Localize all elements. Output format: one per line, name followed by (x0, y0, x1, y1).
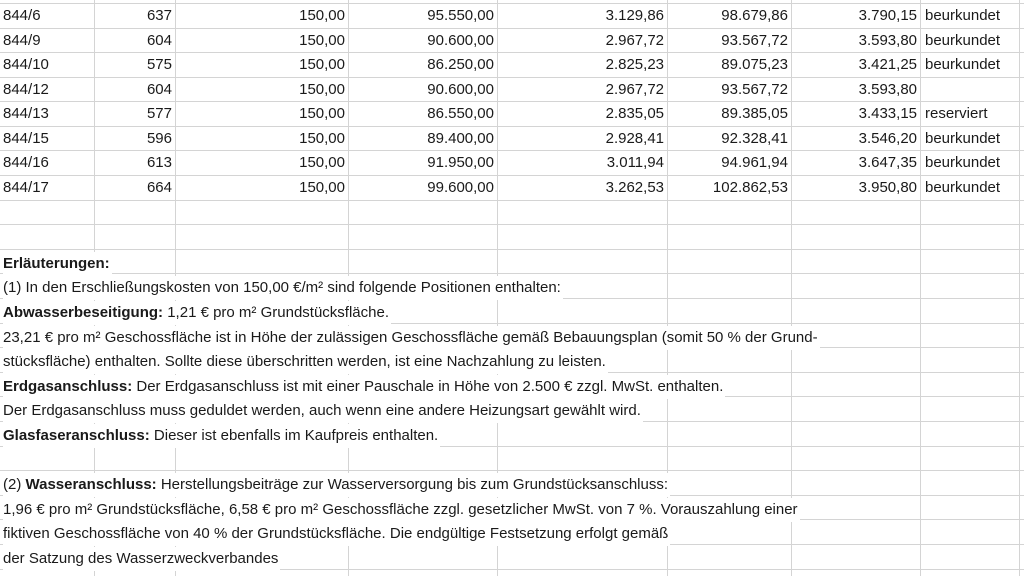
extra-cost-cell[interactable]: 3.262,53 (605, 179, 664, 196)
grid-line (791, 0, 792, 576)
rate-cell[interactable]: 150,00 (299, 179, 345, 196)
glas-label: Glasfaseranschluss: (3, 427, 150, 444)
rate-cell[interactable]: 150,00 (299, 7, 345, 24)
status-cell[interactable]: beurkundet (925, 7, 1001, 24)
glas-text: Dieser ist ebenfalls im Kaufpreis enthalten. (149, 427, 439, 444)
notes-line-erdgas[interactable] (3, 375, 725, 399)
extra-cost-cell[interactable]: 3.011,94 (606, 154, 664, 171)
abwasser-text: 1,21 € pro m² Grundstücksfläche. (163, 304, 389, 321)
status-cell[interactable]: beurkundet (925, 130, 1001, 147)
notes-heading[interactable] (3, 252, 112, 276)
base-cost-cell[interactable]: 89.400,00 (427, 130, 494, 147)
tax-cell[interactable]: 3.647,35 (858, 154, 917, 171)
status-cell[interactable]: reserviert (925, 105, 988, 122)
wasser-label: Wasseranschluss: (25, 476, 157, 493)
area-cell[interactable]: 604 (146, 81, 172, 98)
status-cell[interactable] (925, 78, 1021, 102)
tax-cell[interactable]: 3.421,25 (858, 56, 917, 73)
rate-cell[interactable]: 150,00 (299, 81, 345, 98)
grid-line (920, 0, 921, 576)
rate-cell[interactable]: 150,00 (299, 105, 345, 122)
total-cell[interactable]: 102.862,53 (712, 179, 788, 196)
base-cost-cell[interactable]: 86.550,00 (427, 105, 494, 122)
rate-cell[interactable]: 150,00 (299, 154, 345, 171)
total-cell[interactable]: 89.385,05 (721, 105, 788, 122)
extra-cost-cell[interactable]: 2.835,05 (605, 105, 664, 122)
extra-cost-cell[interactable]: 2.967,72 (605, 81, 664, 98)
grid-line (0, 470, 1024, 471)
grid-line (0, 224, 1024, 225)
area-cell[interactable]: 604 (146, 32, 172, 49)
tax-cell[interactable]: 3.593,80 (858, 32, 917, 49)
tax-cell[interactable]: 3.546,20 (858, 130, 917, 147)
base-cost-cell[interactable]: 91.950,00 (427, 154, 494, 171)
wasser-prefix: (2) (3, 476, 26, 493)
total-cell[interactable]: 93.567,72 (721, 32, 788, 49)
lot-number-cell[interactable]: 844/13 (3, 105, 49, 122)
base-cost-cell[interactable]: 99.600,00 (427, 179, 494, 196)
grid-line (0, 200, 1024, 201)
base-cost-cell[interactable]: 90.600,00 (427, 81, 494, 98)
notes-line-glasfaser[interactable] (3, 424, 440, 448)
erdgas-text: Der Erdgasanschluss ist mit einer Pauschale in Höhe von 2.500 € zzgl. MwSt. enthalten. (132, 378, 724, 395)
notes-line[interactable]: 1,96 € pro m² Grundstücksfläche, 6,58 € pro m² Geschossfläche zzgl. gesetzlicher MwSt. von 7 %. Vorauszahlung einer (3, 498, 800, 522)
area-cell[interactable]: 596 (146, 130, 172, 147)
extra-cost-cell[interactable]: 2.825,23 (605, 56, 664, 73)
erdgas-label: Erdgasanschluss: (3, 378, 133, 395)
rate-cell[interactable]: 150,00 (299, 56, 345, 73)
notes-line-abwasser[interactable] (3, 301, 391, 325)
lot-number-cell[interactable]: 844/16 (3, 154, 49, 171)
area-cell[interactable]: 613 (146, 154, 172, 171)
tax-cell[interactable]: 3.790,15 (858, 7, 917, 24)
status-cell[interactable]: beurkundet (925, 154, 1001, 171)
area-cell[interactable]: 664 (146, 179, 172, 196)
grid-line (0, 249, 1024, 250)
extra-cost-cell[interactable]: 2.967,72 (605, 32, 664, 49)
area-cell[interactable]: 577 (146, 105, 172, 122)
base-cost-cell[interactable]: 95.550,00 (427, 7, 494, 24)
lot-number-cell[interactable]: 844/12 (3, 81, 49, 98)
lot-number-cell[interactable]: 844/9 (3, 32, 41, 49)
rate-cell[interactable]: 150,00 (299, 32, 345, 49)
notes-line[interactable]: stücksfläche) enthalten. Sollte diese überschritten werden, ist eine Nachzahlung zu leisten. (3, 350, 608, 374)
notes-line[interactable]: (1) In den Erschließungskosten von 150,00 €/m² sind folgende Positionen enthalten: (3, 276, 563, 300)
lot-number-cell[interactable]: 844/17 (3, 179, 49, 196)
tax-cell[interactable]: 3.593,80 (858, 81, 917, 98)
total-cell[interactable]: 89.075,23 (721, 56, 788, 73)
lot-number-cell[interactable]: 844/6 (3, 7, 41, 24)
base-cost-cell[interactable]: 86.250,00 (427, 56, 494, 73)
tax-cell[interactable]: 3.433,15 (858, 105, 917, 122)
tax-cell[interactable]: 3.950,80 (858, 179, 917, 196)
status-cell[interactable]: beurkundet (925, 179, 1001, 196)
grid-line (0, 273, 1024, 274)
notes-heading-text: Erläuterungen: (3, 255, 110, 272)
base-cost-cell[interactable]: 90.600,00 (427, 32, 494, 49)
lot-number-cell[interactable]: 844/15 (3, 130, 49, 147)
total-cell[interactable]: 92.328,41 (721, 130, 788, 147)
total-cell[interactable]: 93.567,72 (721, 81, 788, 98)
notes-line[interactable]: der Satzung des Wasserzweckverbandes (3, 547, 280, 571)
extra-cost-cell[interactable]: 2.928,41 (605, 130, 664, 147)
abwasser-label: Abwasserbeseitigung: (3, 304, 164, 321)
status-cell[interactable]: beurkundet (925, 32, 1001, 49)
notes-line[interactable]: Der Erdgasanschluss muss geduldet werden, auch wenn eine andere Heizungsart gewählt wird. (3, 399, 643, 423)
notes-line[interactable]: fiktiven Geschossfläche von 40 % der Grundstücksfläche. Die endgültige Festsetzung erfolgt gemäß (3, 522, 670, 546)
extra-cost-cell[interactable]: 3.129,86 (605, 7, 664, 24)
status-cell[interactable]: beurkundet (925, 56, 1001, 73)
notes-line-wasser[interactable] (3, 473, 670, 497)
notes-line[interactable]: 23,21 € pro m² Geschossfläche ist in Höhe der zulässigen Geschossfläche gemäß Bebauungsplan (somit 50 % der Grund- (3, 326, 820, 350)
wasser-text: Herstellungsbeiträge zur Wasserversorgung bis zum Grundstücksanschluss: (156, 476, 668, 493)
area-cell[interactable]: 575 (146, 56, 172, 73)
lot-number-cell[interactable]: 844/10 (3, 56, 49, 73)
area-cell[interactable]: 637 (146, 7, 172, 24)
total-cell[interactable]: 94.961,94 (721, 154, 788, 171)
rate-cell[interactable]: 150,00 (299, 130, 345, 147)
total-cell[interactable]: 98.679,86 (721, 7, 788, 24)
